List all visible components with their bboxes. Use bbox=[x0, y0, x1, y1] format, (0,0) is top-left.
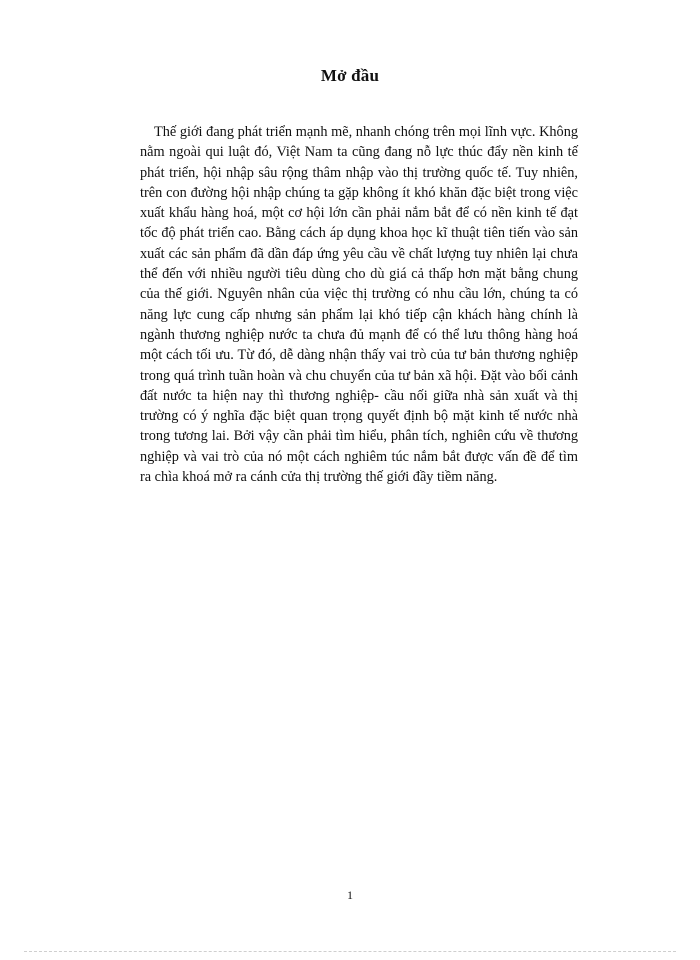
page-edge-divider bbox=[24, 951, 676, 952]
body-paragraph: Thế giới đang phát triển mạnh mẽ, nhanh chóng trên mọi lĩnh vực. Không nằm ngoài qui luật đó, Việt Nam ta cũng đang nỗ lực thúc đẩy nền kinh tế phát triển, hội nhập sâu rộng thâm nhập vào thị trường quốc tế. Tuy nhiên, trên con đường hội nhập chúng ta gặp không ít khó khăn đặc biệt trong việc xuất khẩu hàng hoá, một cơ hội lớn cần phải nắm bắt để có nền kinh tế đạt tốc độ phát triển cao. Bằng cách áp dụng khoa học kĩ thuật tiên tiến vào sản xuất các sản phẩm đã dần đáp ứng yêu cầu về chất lượng tuy nhiên lại chưa thể đến với nhiều người tiêu dùng cho dù giá cả thấp hơn mặt bằng chung của thế giới. Nguyên nhân của việc thị trường có nhu cầu lớn, chúng ta có năng lực cung cấp nhưng sản phẩm lại khó tiếp cận khách hàng chính là ngành thương nghiệp nước ta chưa đủ mạnh để có thể lưu thông hàng hoá một cách tối ưu. Từ đó, dễ dàng nhận thấy vai trò của tư bản thương nghiệp trong quá trình tuần hoàn và chu chuyển của tư bản xã hội. Đặt vào bối cảnh đất nước ta hiện nay thì thương nghiệp- cầu nối giữa nhà sản xuất và thị trường có ý nghĩa đặc biệt quan trọng quyết định bộ mặt kinh tế nước nhà trong tương lai. Bởi vậy cần phải tìm hiểu, phân tích, nghiên cứu về thương nghiệp và vai trò của nó một cách nghiêm túc nắm bắt được vấn đề để tìm ra chìa khoá mở ra cánh cửa thị trường thế giới đầy tiềm năng. bbox=[140, 124, 578, 486]
page-number: 1 bbox=[347, 888, 353, 902]
page-title: Mở đầu bbox=[320, 66, 380, 85]
